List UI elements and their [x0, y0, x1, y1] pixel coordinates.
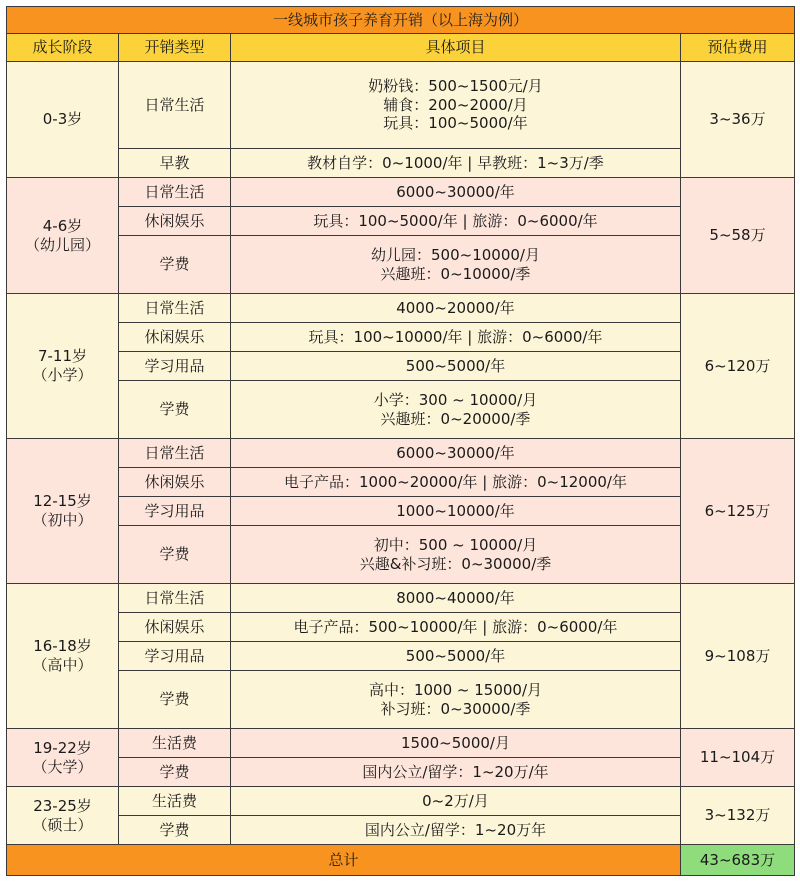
stage-cell: [7, 729, 119, 787]
estimated-cost-cell: 11~104万: [681, 729, 795, 787]
table-row: [7, 758, 795, 787]
table-row: [7, 352, 795, 381]
table-row: [7, 468, 795, 497]
expense-type-cell: 休闲娱乐: [119, 468, 231, 497]
stage-label: 23-25岁: [33, 796, 92, 815]
expense-type-cell: 休闲娱乐: [119, 613, 231, 642]
item-line: 奶粉钱：500~1500元/月: [368, 76, 543, 95]
items-cell: [231, 468, 681, 497]
header-stage: 成长阶段: [7, 34, 119, 62]
stage-label: 12-15岁: [33, 492, 92, 511]
table-row: [7, 236, 795, 294]
table-row: [7, 149, 795, 178]
estimated-cost-cell: 6~120万: [681, 294, 795, 439]
stage-cell: [7, 62, 119, 178]
items-cell: [231, 236, 681, 294]
item-line: 补习班：0~30000/季: [380, 699, 531, 718]
item-line: 辅食：200~2000/月: [383, 95, 528, 114]
stage-label: （小学）: [32, 366, 93, 384]
expense-type-cell: 日常生活: [119, 439, 231, 468]
items-cell: [231, 584, 681, 613]
expense-type-cell: 休闲娱乐: [119, 207, 231, 236]
stage-label: （高中）: [32, 656, 93, 674]
items-cell: [231, 381, 681, 439]
items-cell: [231, 294, 681, 323]
item-line: 500~5000/年: [405, 646, 506, 665]
items-cell: [231, 497, 681, 526]
expense-type-cell: 日常生活: [119, 62, 231, 149]
stage-label: 7-11岁: [37, 347, 88, 366]
items-cell: [231, 758, 681, 787]
header-items: 具体项目: [231, 34, 681, 62]
table-row: [7, 439, 795, 468]
item-line: 0~2万/月: [422, 791, 489, 810]
expense-type-cell: 学费: [119, 381, 231, 439]
table-row: [7, 178, 795, 207]
items-cell: [231, 671, 681, 729]
items-cell: [231, 787, 681, 816]
items-cell: [231, 642, 681, 671]
items-cell: [231, 613, 681, 642]
table-title: 一线城市孩子养育开销（以上海为例）: [7, 7, 795, 34]
total-value: 43~683万: [681, 845, 795, 876]
stage-label: 19-22岁: [33, 738, 92, 757]
table-row: [7, 787, 795, 816]
stage-label: 16-18岁: [33, 637, 92, 656]
table-row: [7, 584, 795, 613]
item-line: 6000~30000/年: [396, 182, 515, 201]
total-row: [7, 845, 795, 876]
expense-type-cell: 学费: [119, 671, 231, 729]
items-cell: [231, 729, 681, 758]
item-line: 幼儿园：500~10000/月: [371, 245, 540, 264]
item-line: 初中：500 ~ 10000/月: [373, 535, 538, 554]
header-type: 开销类型: [119, 34, 231, 62]
item-line: 4000~20000/年: [396, 298, 515, 317]
expense-type-cell: 日常生活: [119, 584, 231, 613]
item-line: 500~5000/年: [405, 356, 506, 375]
items-cell: [231, 62, 681, 149]
item-line: 玩具：100~5000/年 | 旅游：0~6000/年: [313, 211, 598, 230]
items-cell: [231, 207, 681, 236]
expense-type-cell: 早教: [119, 149, 231, 178]
estimated-cost-cell: 3~132万: [681, 787, 795, 845]
table-row: [7, 729, 795, 758]
expense-type-cell: 学费: [119, 816, 231, 845]
item-line: 1000~10000/年: [396, 501, 515, 520]
item-line: 国内公立/留学：1~20万年: [364, 820, 547, 839]
items-cell: [231, 352, 681, 381]
expense-type-cell: 日常生活: [119, 178, 231, 207]
item-line: 6000~30000/年: [396, 443, 515, 462]
item-line: 高中：1000 ~ 15000/月: [368, 680, 543, 699]
table-row: [7, 381, 795, 439]
item-line: 兴趣班：0~10000/季: [380, 264, 531, 283]
expense-type-cell: 学费: [119, 526, 231, 584]
stage-cell: [7, 294, 119, 439]
cost-table-body: [7, 7, 795, 876]
expense-type-cell: 学费: [119, 758, 231, 787]
item-line: 国内公立/留学：1~20万/年: [362, 762, 549, 781]
item-line: 兴趣&补习班：0~30000/季: [359, 554, 552, 573]
estimated-cost-cell: 5~58万: [681, 178, 795, 294]
stage-label: （硕士）: [32, 815, 93, 834]
table-row: [7, 526, 795, 584]
items-cell: [231, 149, 681, 178]
item-line: 兴趣班：0~20000/季: [380, 409, 531, 428]
table-row: [7, 816, 795, 845]
item-line: 教材自学：0~1000/年 | 早教班：1~3万/季: [307, 153, 604, 172]
table-row: [7, 671, 795, 729]
expense-type-cell: 生活费: [119, 729, 231, 758]
items-cell: [231, 526, 681, 584]
items-cell: [231, 178, 681, 207]
table-row: [7, 62, 795, 149]
expense-type-cell: 学习用品: [119, 642, 231, 671]
estimated-cost-cell: 6~125万: [681, 439, 795, 584]
total-label: 总计: [7, 845, 681, 876]
expense-type-cell: 学习用品: [119, 352, 231, 381]
stage-label: （初中）: [32, 511, 93, 529]
item-line: 电子产品：1000~20000/年 | 旅游：0~12000/年: [284, 472, 627, 491]
items-cell: [231, 816, 681, 845]
expense-type-cell: 休闲娱乐: [119, 323, 231, 352]
table-row: [7, 497, 795, 526]
header-row: [7, 34, 795, 62]
header-cost: 预估费用: [681, 34, 795, 62]
expense-type-cell: 学费: [119, 236, 231, 294]
table-row: [7, 642, 795, 671]
expense-type-cell: 日常生活: [119, 294, 231, 323]
table-row: [7, 323, 795, 352]
expense-type-cell: 生活费: [119, 787, 231, 816]
estimated-cost-cell: 3~36万: [681, 62, 795, 178]
item-line: 玩具：100~5000/年: [383, 114, 528, 133]
items-cell: [231, 323, 681, 352]
stage-cell: [7, 584, 119, 729]
item-line: 小学：300 ~ 10000/月: [373, 390, 538, 409]
items-cell: [231, 439, 681, 468]
estimated-cost-cell: 9~108万: [681, 584, 795, 729]
item-line: 电子产品：500~10000/年 | 旅游：0~6000/年: [293, 617, 618, 636]
stage-label: 4-6岁: [42, 216, 83, 235]
stage-cell: [7, 787, 119, 845]
title-row: [7, 7, 795, 34]
item-line: 玩具：100~10000/年 | 旅游：0~6000/年: [308, 327, 603, 346]
item-line: 8000~40000/年: [396, 588, 515, 607]
cost-table: [6, 6, 795, 876]
stage-cell: [7, 439, 119, 584]
stage-label: （幼儿园）: [24, 235, 100, 254]
table-row: [7, 207, 795, 236]
stage-label: 0-3岁: [42, 110, 83, 129]
stage-cell: [7, 178, 119, 294]
table-row: [7, 613, 795, 642]
expense-type-cell: 学习用品: [119, 497, 231, 526]
item-line: 1500~5000/月: [401, 733, 510, 752]
table-row: [7, 294, 795, 323]
stage-label: （大学）: [32, 757, 93, 776]
